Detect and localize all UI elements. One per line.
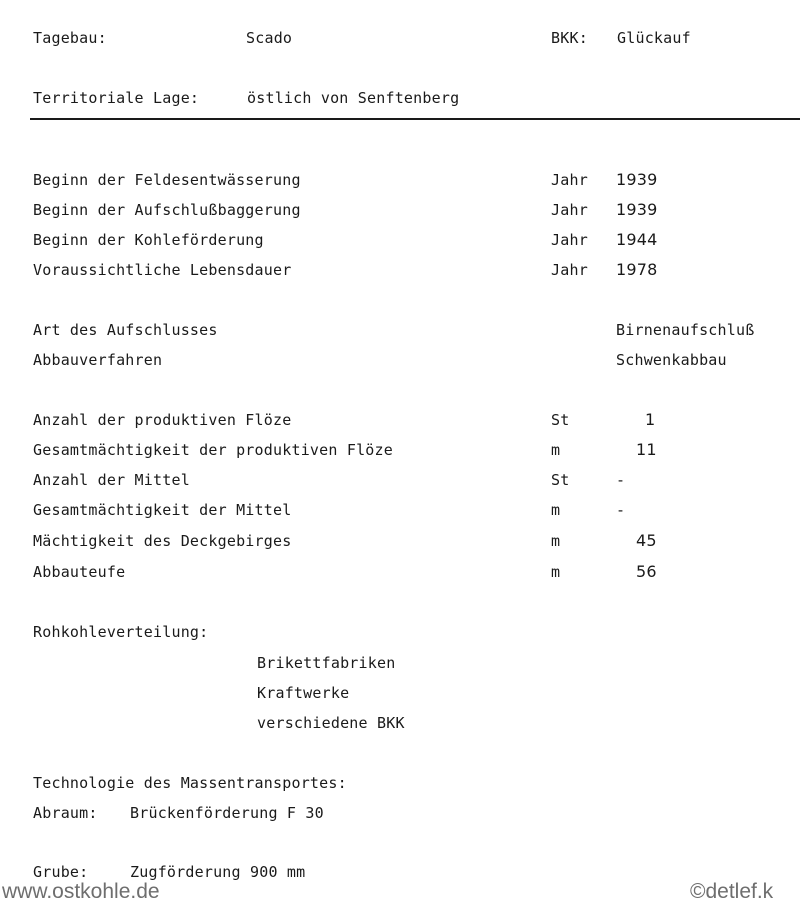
geology-value: - (616, 501, 626, 519)
method-value: Birnenaufschluß (616, 321, 755, 339)
distribution-item: verschiedene BKK (257, 714, 405, 732)
abraum-value: Brückenförderung F 30 (130, 804, 324, 822)
date-value: 1939 (616, 200, 658, 219)
date-unit: Jahr (551, 171, 588, 189)
grube-value: Zugförderung 900 mm (130, 863, 306, 881)
geology-label: Gesamtmächtigkeit der produktiven Flöze (33, 441, 393, 459)
watermark-site: www.ostkohle.de (2, 880, 160, 903)
bkk-value: Glückauf (617, 29, 691, 47)
geology-unit: St (551, 411, 570, 429)
lage-value: östlich von Senftenberg (247, 89, 460, 107)
method-label: Abbauverfahren (33, 351, 163, 369)
date-value: 1944 (616, 230, 658, 249)
date-label: Voraussichtliche Lebensdauer (33, 261, 292, 279)
watermark-copyright: ©detlef.k (690, 880, 774, 903)
date-label: Beginn der Kohleförderung (33, 231, 264, 249)
abraum-label: Abraum: (33, 804, 98, 822)
geology-label: Abbauteufe (33, 563, 126, 581)
distribution-item: Kraftwerke (257, 684, 350, 702)
geology-value: 56 (636, 562, 657, 581)
date-unit: Jahr (551, 231, 588, 249)
grube-label: Grube: (33, 863, 89, 881)
method-label: Art des Aufschlusses (33, 321, 218, 339)
geology-value: 11 (636, 440, 657, 459)
tagebau-value: Scado (246, 29, 293, 47)
bkk-label: BKK: (551, 29, 588, 47)
distribution-item: Brikettfabriken (257, 654, 396, 672)
geology-value: 45 (636, 531, 657, 550)
geology-unit: m (551, 441, 561, 459)
tagebau-label: Tagebau: (33, 29, 107, 47)
date-value: 1939 (616, 170, 658, 189)
header-divider (30, 118, 800, 120)
geology-unit: m (551, 501, 561, 519)
geology-label: Mächtigkeit des Deckgebirges (33, 532, 292, 550)
geology-value: - (616, 471, 626, 489)
distribution-label: Rohkohleverteilung: (33, 623, 209, 641)
geology-unit: St (551, 471, 570, 489)
geology-label: Anzahl der Mittel (33, 471, 190, 489)
date-label: Beginn der Feldesentwässerung (33, 171, 301, 189)
geology-label: Gesamtmächtigkeit der Mittel (33, 501, 292, 519)
method-value: Schwenkabbau (616, 351, 727, 369)
date-unit: Jahr (551, 201, 588, 219)
geology-value: 1 (645, 410, 656, 429)
date-unit: Jahr (551, 261, 588, 279)
geology-unit: m (551, 532, 561, 550)
date-value: 1978 (616, 260, 658, 279)
geology-label: Anzahl der produktiven Flöze (33, 411, 292, 429)
geology-unit: m (551, 563, 561, 581)
lage-label: Territoriale Lage: (33, 89, 200, 107)
date-label: Beginn der Aufschlußbaggerung (33, 201, 301, 219)
transport-label: Technologie des Massentransportes: (33, 774, 347, 792)
